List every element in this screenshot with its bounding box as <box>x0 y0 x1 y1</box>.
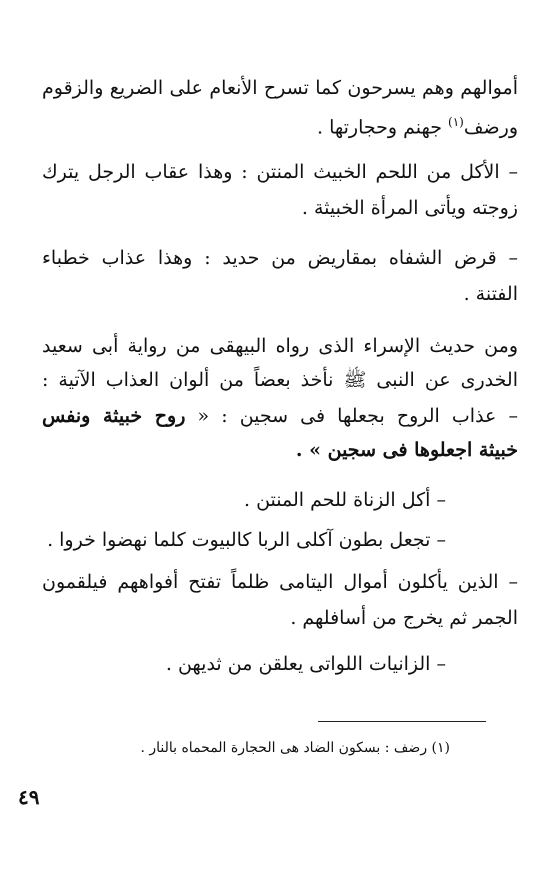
text-line <box>42 400 518 432</box>
text-line: – الذين يأكلون أموال اليتامى ظلماً تفتح أفواههم فيلقمون <box>42 571 518 593</box>
text-line: – تجعل بطون آكلى الربا كالبيوت كلما نهضوا خروا . <box>47 529 446 551</box>
text-line: – الأكل من اللحم الخبيث المنتن : وهذا عقاب الرجل يترك <box>42 161 518 183</box>
text-line: الفتنة . <box>463 283 518 305</box>
text-fragment: جهنم وحجارتها . <box>316 116 442 139</box>
text-line: خبيثة اجعلوها فى سجين » . <box>295 439 518 461</box>
quoted-text-bold: روح خبيثة ونفس <box>42 405 186 427</box>
text-line: ومن حديث الإسراء الذى رواه البيهقى من رواية أبى سعيد <box>42 335 518 357</box>
text-fragment: ورضف <box>463 116 518 139</box>
text-line: – قرض الشفاه بمقاريض من حديد : وهذا عذاب خطباء <box>42 247 518 269</box>
footnote: (١) رضف : بسكون الضاد هى الحجارة المحماه بالنار . <box>140 740 450 756</box>
text-line: – الزانيات اللواتى يعلقن من ثديهن . <box>165 653 446 675</box>
text-fragment: – عذاب الروح بجعلها فى سجين : « <box>197 405 518 427</box>
text-line: الخدرى عن النبى ﷺ نأخذ بعضاً من ألوان العذاب الآتية : <box>42 369 518 391</box>
text-line: – أكل الزناة للحم المنتن . <box>243 489 446 511</box>
footnote-divider <box>318 721 486 722</box>
text-line: زوجته ويأتى المرأة الخبيثة . <box>301 197 518 219</box>
footnote-reference: (١) <box>448 115 464 129</box>
page-number: ٤٩ <box>18 785 40 809</box>
text-line: الجمر ثم يخرج من أسافلهم . <box>290 607 518 629</box>
text-line: أموالهم وهم يسرحون كما تسرح الأنعام على الضريع والزقوم <box>42 77 518 99</box>
text-line <box>317 106 518 143</box>
